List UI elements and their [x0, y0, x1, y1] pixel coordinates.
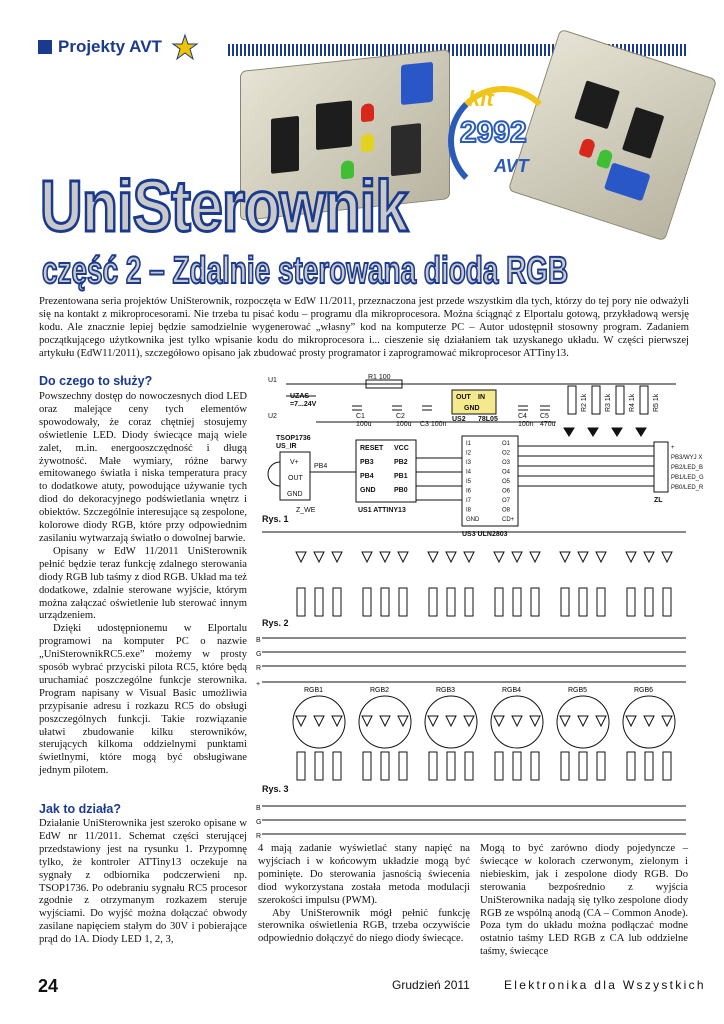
resistor-symbol — [429, 752, 437, 780]
uln-in-pin: I6 — [466, 488, 472, 495]
label-bus-b: B — [256, 637, 261, 644]
label-uzas: UZAS — [290, 393, 310, 400]
resistor-symbol — [447, 588, 455, 616]
label-u2: U2 — [268, 413, 277, 420]
connector-pin-label: PB2/LED_B — [671, 465, 704, 471]
label-us2: US2 — [452, 416, 466, 423]
rgb-label: RGB1 — [304, 687, 324, 694]
fig2-columns — [296, 552, 672, 616]
resistor-symbol — [561, 752, 569, 780]
fig3-columns — [293, 687, 675, 780]
resistor-symbol — [495, 588, 503, 616]
label-bus-g: G — [256, 651, 262, 658]
star-icon — [172, 34, 198, 60]
label-out: OUT — [456, 394, 471, 401]
rgb-label: RGB6 — [634, 687, 654, 694]
label-pb4b: PB4 — [360, 473, 374, 480]
label-fig2: Rys. 2 — [262, 618, 289, 628]
uln-in-pin: GND — [466, 517, 480, 523]
led-symbol — [428, 552, 438, 562]
uln-pins — [466, 441, 515, 523]
led-symbol — [296, 552, 306, 562]
kit-brand: AVT — [494, 156, 529, 176]
led-symbol — [362, 552, 372, 562]
page-number: 24 — [38, 976, 59, 996]
label-r5: R5 1k — [653, 393, 660, 412]
label-gnd2: GND — [360, 487, 376, 494]
label-us1: US1 ATTINY13 — [358, 507, 406, 514]
label-bus-r: R — [256, 665, 262, 672]
resistor-symbol — [315, 588, 323, 616]
heading-purpose: Do czego to służy? — [39, 374, 153, 388]
label-u1: U1 — [268, 377, 277, 384]
resistor-symbol — [333, 588, 341, 616]
section-square-icon — [38, 40, 52, 54]
resistor-symbol — [333, 752, 341, 780]
led-symbol — [560, 552, 570, 562]
label-pb2: PB2 — [394, 459, 408, 466]
label-pb1: PB1 — [394, 473, 408, 480]
led-symbol — [398, 716, 408, 726]
led-symbol — [512, 552, 522, 562]
led-symbol — [362, 716, 372, 726]
led-symbol — [596, 716, 606, 726]
rgb-label: RGB4 — [502, 687, 522, 694]
led-symbol — [494, 716, 504, 726]
resistor-symbol — [645, 588, 653, 616]
label-c3: C3 100n — [420, 421, 447, 428]
uln-out-pin: O5 — [502, 479, 511, 485]
label-c2v: 100u — [396, 421, 412, 428]
how-col3 — [480, 843, 688, 959]
how-p1: Działanie UniSterownika jest szeroko opisane w EdW nr 11/2011. Schemat części sterującej przedstawiony jest na rysunku 1. Przypomnę tylko, że kontroler ATTiny13 oczekuje na sygnały z odbiornika podczerwieni np. TSOP1736. Po odebraniu sygnału RC5 procesor zgodnie z otrzymanym rozkazem steruje wyjściami. Do wyjść można dołączać obwody zasilane napięciem stałym do 30V i pobierające prąd do 1A. Diody LED 1, 2, 3, — [39, 818, 247, 946]
uln-out-pin: O2 — [502, 450, 511, 457]
led-symbol — [398, 552, 408, 562]
label-zwe: Z_WE — [296, 507, 316, 514]
schematic-figures — [256, 372, 704, 840]
kit-label: kit — [468, 86, 494, 111]
led-symbol — [626, 552, 636, 562]
purpose-text — [39, 391, 247, 778]
led-symbol — [380, 716, 390, 726]
led-symbol — [626, 716, 636, 726]
led-symbol — [296, 716, 306, 726]
rgb-led-outline — [359, 696, 411, 748]
uln-out-pin: O4 — [502, 469, 511, 476]
led-symbol — [662, 552, 672, 562]
label-r3: R3 1k — [605, 393, 612, 412]
led-symbol — [644, 716, 654, 726]
led-symbol — [332, 716, 342, 726]
led-symbol — [428, 716, 438, 726]
uln-in-pin: I2 — [466, 450, 472, 457]
label-pb3: PB3 — [360, 459, 374, 466]
resistor-symbol — [465, 752, 473, 780]
resistor-symbol — [579, 588, 587, 616]
label-vgnd: GND — [287, 491, 303, 498]
magazine-name: Elektronika dla Wszystkich — [504, 978, 706, 992]
how-col2-p2: Aby UniSterownik mógł pełnić funkcję sterownika oświetlenia RGB, trzeba oczywiście odpowiednio dołączyć do niego diody świecące. — [258, 907, 470, 945]
resistor-symbol — [315, 752, 323, 780]
connector-pin-label: PB3/WYJ X — [671, 455, 703, 461]
uln-in-pin: I5 — [466, 479, 472, 485]
purpose-p3: Dzięki udostępnionemu w Elportalu programowi na komputer PC o nazwie „UniSterownikRC5.exe” możemy w prosty sposób wybrać przyciski pilota RC5, które będą uruchamiać poszczególne funkcje sterownika. Program napisany w Visual Basic umożliwia przypisanie adresu i rozkazu RC5 do obsługi poszczególnych funkcji. Takie rozwiązanie ułatwi zbudowanie kilku sterowników, sterujących kilkoma oddzielnymi punktami świetlnymi, które mogą być obsługiwane jednym pilotem. — [39, 623, 247, 777]
led-symbol — [662, 716, 672, 726]
label-pb0: PB0 — [394, 487, 408, 494]
label-bus3-r: R — [256, 833, 262, 840]
connector-pin-label: + — [671, 445, 675, 451]
purpose-p1: Powszechny dostęp do nowoczesnych diod LED oraz malejące ceny tych elementów spowodowały, że coraz chętniej stosujemy oświetlenie LED. Diody świecące mają wiele zalet, m.in. energooszczędność i długą żywotność. Małe wymiary, różne barwy emitowanego światła i niska temperatura pracy to dodatkowe atuty, powodujące używanie tych diod do dekoracyjnego podświetlania wnętrz i obiektów. Szczególnie interesujące są zespolone, kolorowe diody RGB, które przy odpowiednim zasilaniu wytwarzają światło o dowolnej barwie. — [39, 391, 247, 544]
led-symbol — [314, 716, 324, 726]
issue-date: Grudzień 2011 — [392, 978, 470, 992]
uln-out-pin: O6 — [502, 488, 511, 495]
label-c1v: 100u — [356, 421, 372, 428]
led-symbol — [314, 552, 324, 562]
resistor-symbol — [627, 752, 635, 780]
section-title: Projekty AVT — [58, 37, 162, 56]
rgb-led-outline — [293, 696, 345, 748]
resistor-symbol — [465, 588, 473, 616]
uln-in-pin: I1 — [466, 441, 472, 447]
led-symbol — [464, 716, 474, 726]
resistor-symbol — [363, 588, 371, 616]
how-text — [39, 818, 247, 947]
label-bus-plus: + — [256, 681, 261, 688]
label-vcc: VCC — [394, 445, 409, 452]
led-symbol — [332, 552, 342, 562]
led-symbol — [530, 716, 540, 726]
rgb-led-outline — [557, 696, 609, 748]
led-symbol — [446, 552, 456, 562]
label-vplus: V+ — [290, 459, 299, 466]
connector-pins — [671, 445, 704, 491]
how-col3-p1: Mogą to być zarówno diody pojedyncze – świecące w kolorach czerwonym, zielonym i niebieskim, jak i zespolone diody RGB. Do sterowania bezpośrednio z wyjścia UniSterownika nadają się tylko zespolone diody RGB ze wspólną anodą (CA – Common Anode). Poza tym do układu można podłączać modne ostatnio taśmy LED RGB z CA lub oddzielne taśmy, świecące — [480, 843, 688, 958]
resistor-symbol — [645, 752, 653, 780]
rgb-led-outline — [623, 696, 675, 748]
resistor-symbol — [663, 588, 671, 616]
label-reg: 78L05 — [478, 416, 498, 423]
label-fig3: Rys. 3 — [262, 784, 289, 794]
led-symbol — [644, 552, 654, 562]
how-col2-p1: 4 mają zadanie wyświetlać stany napięć na wyjściach i w końcowym układzie mogą być pominięte. Do sterowania jasnością świecenia diod wykorzystana została metoda modulacji szerokości impulsu (PWM). — [258, 843, 470, 906]
resistor-symbol — [297, 752, 305, 780]
how-col2 — [258, 843, 470, 946]
rgb-label: RGB2 — [370, 687, 390, 694]
rgb-led-outline — [425, 696, 477, 748]
led-symbol — [380, 552, 390, 562]
rgb-label: RGB5 — [568, 687, 588, 694]
resistor-symbol — [513, 752, 521, 780]
led-symbol — [494, 552, 504, 562]
label-r1: R1 100 — [368, 374, 391, 381]
label-bus3-b: B — [256, 805, 261, 812]
purpose-p2: Opisany w EdW 11/2011 UniSterownik pełnić będzie teraz funkcję zdalnego sterowania diody RGB lub taśmy z diod RGB. Układ ma też dodatkowe, zdalnie sterowane wyjście, którym można załączać oświetlenie lub sterować innym urządzeniem. — [39, 545, 247, 622]
resistor-symbol — [399, 588, 407, 616]
label-in: IN — [478, 394, 485, 401]
label-tsop: TSOP1736 — [276, 435, 311, 442]
label-reset: RESET — [360, 445, 384, 452]
resistor-symbol — [363, 752, 371, 780]
label-zl: ZL — [654, 497, 663, 504]
article-title: UniSterownik — [40, 167, 408, 247]
resistor-symbol — [531, 752, 539, 780]
resistor-symbol — [297, 588, 305, 616]
label-c4v: 100n — [518, 421, 534, 428]
led-symbol — [578, 552, 588, 562]
kit-number: 2992 — [460, 116, 527, 149]
led-symbol — [512, 716, 522, 726]
resistor-symbol — [627, 588, 635, 616]
label-us3: US3 ULN2803 — [462, 531, 508, 538]
label-uzas-v: =7...24V — [290, 401, 317, 408]
label-usir: US_IR — [276, 443, 297, 450]
resistor-symbol — [579, 752, 587, 780]
led-symbol — [560, 716, 570, 726]
rgb-led-outline — [491, 696, 543, 748]
uln-out-pin: O1 — [502, 441, 511, 447]
uln-out-pin: O3 — [502, 460, 511, 466]
intro-paragraph: Prezentowana seria projektów UniSterownik, rozpoczęta w EdW 11/2011, przeznaczona jest przede wszystkim dla tych, którzy do tej pory nie odważyli się na kontakt z mikroprocesorami. Nie trzeba tu pisać kodu – programu dla mikroprocesora. Można ściągnąć z Elportalu gotową, przykładową wersję kodu. Ale znacznie lepiej będzie samodzielnie wygenerować „własny” kod na komputerze PC – Autor udostępnił stosowny program. Zadaniem początkującego użytkownika jest tylko wpisanie kodu do mikroprocesora i... cieszenie się działaniem tak uzyskanego układu. W części pierwszej artykułu (EdW11/2011), szczegółowo opisano jak zbudować prosty programator i zaprogramować mikroprocesor ATTiny13. — [39, 296, 689, 359]
kit-badge — [448, 86, 558, 196]
label-r4: R4 1k — [629, 393, 636, 412]
resistor-symbol — [447, 752, 455, 780]
resistor-symbol — [663, 752, 671, 780]
led-symbol — [446, 716, 456, 726]
resistor-symbol — [597, 588, 605, 616]
article-subtitle: część 2 – Zdalnie sterowana dioda RGB — [42, 250, 569, 292]
connector-pin-label: PB0/LED_R — [671, 485, 704, 491]
led-symbol — [578, 716, 588, 726]
uln-out-pin: O8 — [502, 507, 511, 514]
heading-how: Jak to działa? — [39, 802, 121, 816]
resistor-symbol — [381, 588, 389, 616]
led-symbol — [530, 552, 540, 562]
uln-out-pin: O7 — [502, 498, 511, 504]
label-vout: OUT — [288, 475, 303, 482]
resistor-symbol — [561, 588, 569, 616]
resistor-symbol — [495, 752, 503, 780]
uln-out-pin: CD+ — [502, 517, 515, 523]
uln-in-pin: I8 — [466, 507, 472, 514]
label-pb4: PB4 — [314, 463, 328, 470]
led-symbol — [464, 552, 474, 562]
uln-in-pin: I7 — [466, 498, 472, 504]
resistor-symbol — [399, 752, 407, 780]
label-gnd: GND — [464, 405, 480, 412]
connector-pin-label: PB1/LED_G — [671, 475, 704, 481]
label-c5: C5 — [540, 413, 549, 420]
uln-in-pin: I4 — [466, 469, 472, 476]
label-c2: C2 — [396, 413, 405, 420]
label-c5v: 470u — [540, 421, 556, 428]
label-fig1: Rys. 1 — [262, 514, 289, 524]
label-c4: C4 — [518, 413, 527, 420]
label-c1: C1 — [356, 413, 365, 420]
resistor-symbol — [531, 588, 539, 616]
label-bus3-g: G — [256, 819, 262, 826]
resistor-symbol — [597, 752, 605, 780]
resistor-symbol — [381, 752, 389, 780]
rgb-label: RGB3 — [436, 687, 456, 694]
resistor-symbol — [429, 588, 437, 616]
resistor-symbol — [513, 588, 521, 616]
section-header — [38, 34, 198, 60]
label-r2: R2 1k — [581, 393, 588, 412]
led-symbol — [596, 552, 606, 562]
uln-in-pin: I3 — [466, 460, 472, 466]
